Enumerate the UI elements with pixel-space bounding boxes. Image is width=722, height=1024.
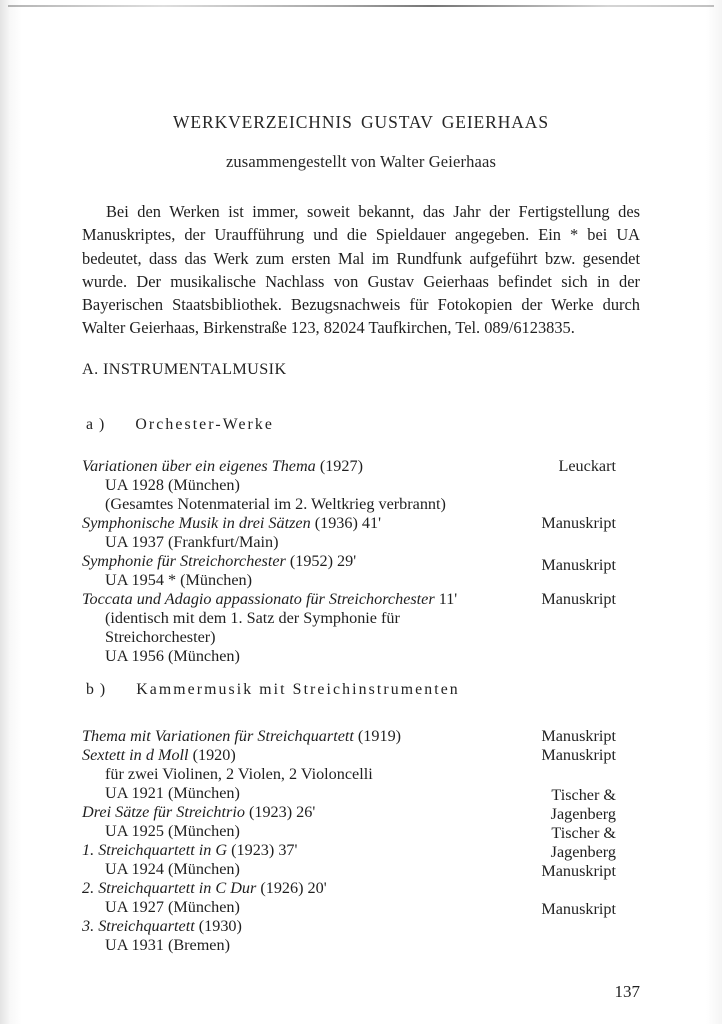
publisher-label: Manuskript xyxy=(541,727,616,745)
work-title-text: Variationen über ein eigenes Thema xyxy=(82,457,316,475)
work-title-text: Symphonische Musik in drei Sätzen xyxy=(82,514,311,532)
work-title-text: 1. Streichquartett in G xyxy=(82,841,228,859)
page-number: 137 xyxy=(614,982,640,1001)
work-detail-line: UA 1927 (München) xyxy=(105,898,240,916)
work-title-details: (1923) 37' xyxy=(227,841,298,859)
subsection-heading-orchester-werke xyxy=(86,416,274,434)
work-title-text: Drei Sätze für Streichtrio xyxy=(82,803,245,821)
work-detail-line: (identisch mit dem 1. Satz der Symphonie für xyxy=(105,609,400,627)
publisher-label: Jagenberg xyxy=(550,805,616,823)
work-title xyxy=(82,457,363,476)
subsection-label-kammermusik: Kammermusik mit Streichinstrumenten xyxy=(136,681,460,698)
publisher-label: Tischer & xyxy=(551,824,616,842)
work-title-details: (1936) 41' xyxy=(310,514,382,532)
work-detail-line: UA 1921 (München) xyxy=(105,784,240,802)
work-title-text: 2. Streichquartett in C Dur xyxy=(82,879,257,897)
subsection-heading-kammermusik xyxy=(86,681,460,699)
work-title-text: 3. Streichquartett xyxy=(82,917,195,935)
publisher-label: Manuskript xyxy=(541,514,616,532)
work-title-details: (1923) 26' xyxy=(244,803,316,821)
work-title xyxy=(82,841,297,860)
subsection-marker-b: b ) xyxy=(86,681,107,698)
subsection-marker-a: a ) xyxy=(86,416,106,433)
work-title-text: Sextett in d Moll xyxy=(82,746,189,764)
intro-paragraph: Bei den Werken ist immer, soweit bekannt, das Jahr der Fertigstellung des Manuskriptes, der Uraufführung und die Spieldauer angegeben. Ein * bei UA bedeutet, dass das Werk zum ersten Mal im Rundfunk aufgeführt bzw. gesendet wurde. Der musikalische Nachlass von Gustav Geierhaas befindet sich in der Bayerischen Staatsbibliothek. Bezugsnachweis für Fotokopien der Werke durch Walter Geierhaas, Birkenstraße 123, 82024 Taufkirchen, Tel. 089/6123835. xyxy=(82,202,640,338)
work-detail-line: Streichorchester) xyxy=(105,628,216,646)
publisher-label: Manuskript xyxy=(541,556,616,574)
work-detail-line: UA 1928 (München) xyxy=(105,476,240,494)
subsection-label-orchester-werke: Orchester-Werke xyxy=(135,416,275,433)
document-title: WERKVERZEICHNIS GUSTAV GEIERHAAS xyxy=(173,112,549,132)
work-title xyxy=(82,879,327,898)
work-title-text: Thema mit Variationen für Streichquartett xyxy=(82,727,354,745)
work-detail-line: UA 1924 (München) xyxy=(105,860,240,878)
publisher-label: Manuskript xyxy=(541,590,616,608)
work-title xyxy=(82,552,356,571)
publisher-label: Tischer & xyxy=(551,786,616,804)
work-title-text: Toccata und Adagio appassionato für Streichorchester xyxy=(82,590,435,608)
publisher-label: Manuskript xyxy=(541,746,616,764)
document-subtitle: zusammengestellt von Walter Geierhaas xyxy=(225,152,497,171)
work-title xyxy=(82,590,457,609)
publisher-label: Manuskript xyxy=(541,862,616,880)
work-title xyxy=(82,803,315,822)
scan-top-edge xyxy=(8,5,714,7)
work-detail-line: UA 1931 (Bremen) xyxy=(105,936,230,954)
work-title-details: (1930) xyxy=(194,917,242,935)
work-detail-line: UA 1925 (München) xyxy=(105,822,240,840)
work-title-text: Symphonie für Streichorchester xyxy=(82,552,286,570)
publisher-label: Jagenberg xyxy=(550,843,616,861)
work-title-details: (1920) xyxy=(188,746,236,764)
publisher-label: Manuskript xyxy=(541,900,616,918)
work-title xyxy=(82,917,242,936)
work-title-details: (1952) 29' xyxy=(285,552,357,570)
work-title-details: (1927) xyxy=(315,457,363,475)
section-heading-instrumentalmusik: A. INSTRUMENTALMUSIK xyxy=(82,360,287,378)
work-detail-line: UA 1937 (Frankfurt/Main) xyxy=(105,533,279,551)
work-title xyxy=(82,746,236,765)
work-detail-line: UA 1956 (München) xyxy=(105,647,240,665)
work-title xyxy=(82,727,401,746)
work-title-details: (1919) xyxy=(353,727,402,745)
work-detail-line: (Gesamtes Notenmaterial im 2. Weltkrieg verbrannt) xyxy=(105,495,446,513)
work-title xyxy=(82,514,381,533)
work-detail-line: UA 1954 * (München) xyxy=(105,571,253,589)
work-title-details: 11' xyxy=(434,590,458,608)
work-detail-line: für zwei Violinen, 2 Violen, 2 Violoncelli xyxy=(105,765,373,783)
publisher-label: Leuckart xyxy=(558,457,616,475)
work-title-details: (1926) 20' xyxy=(256,879,327,897)
